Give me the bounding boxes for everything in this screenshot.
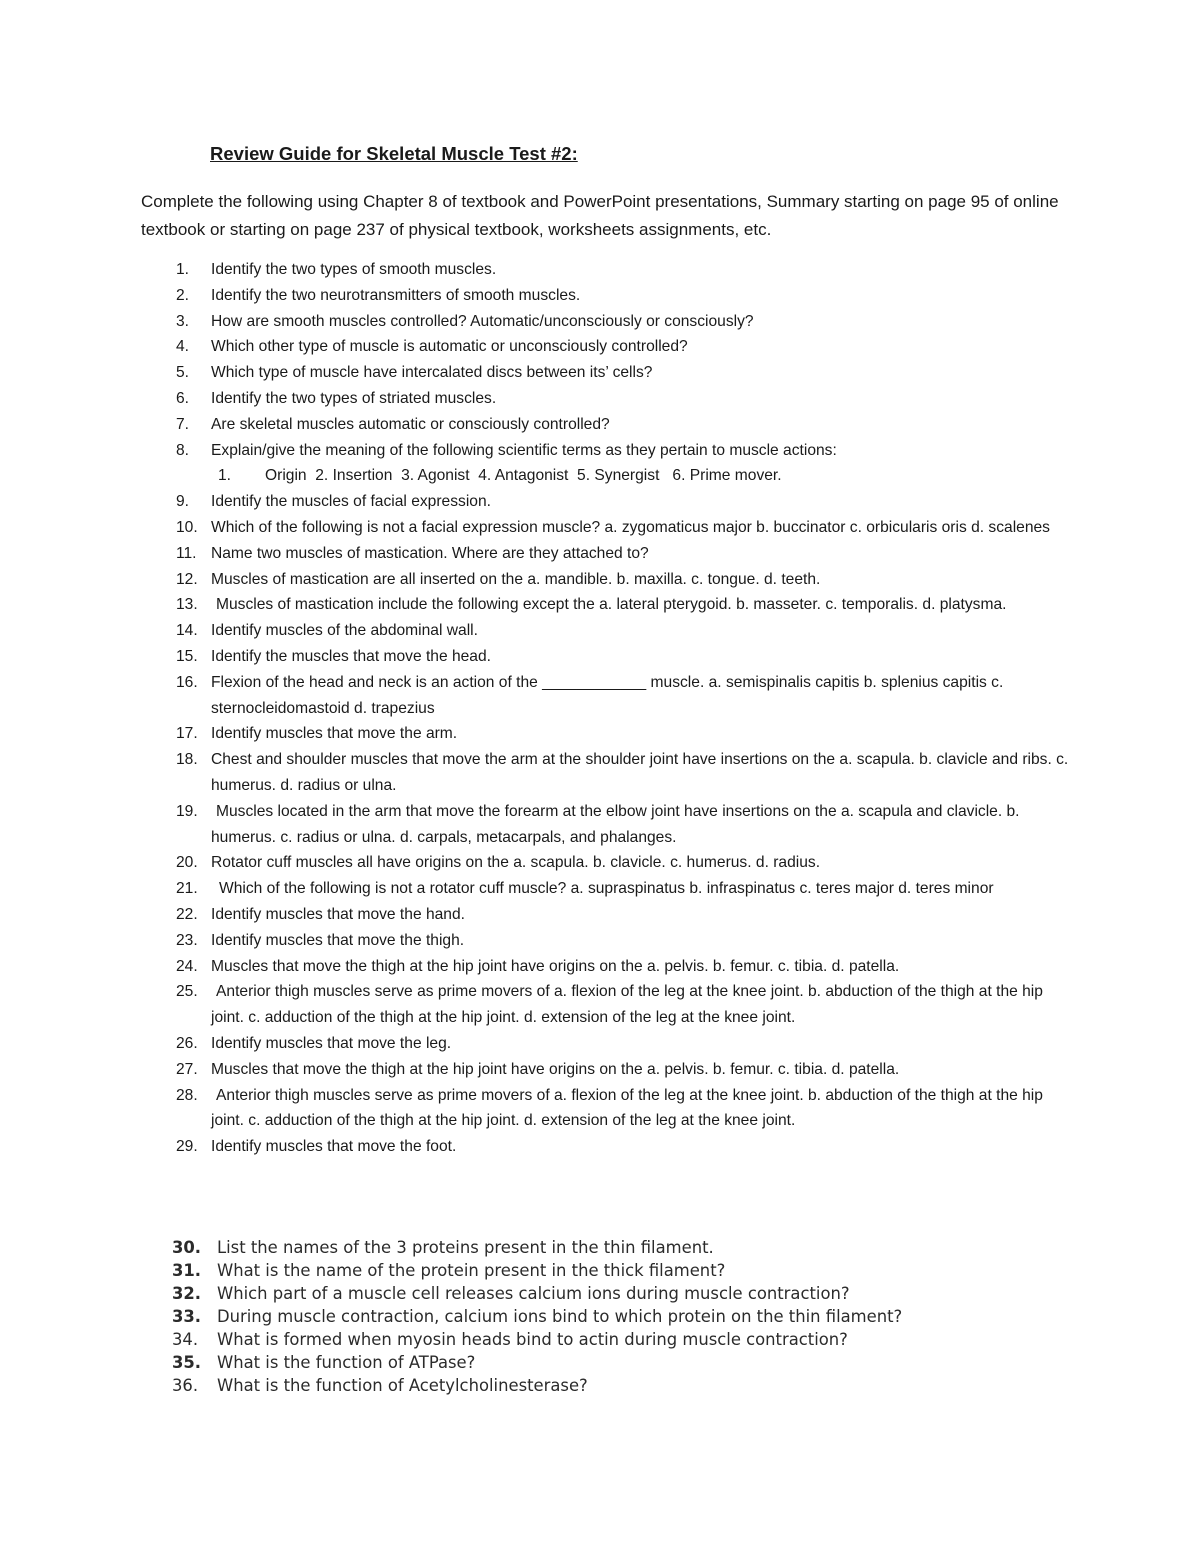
item-number: 23. — [176, 931, 198, 949]
item-text: During muscle contraction, calcium ions bind to which protein on the thin filament? — [217, 1307, 903, 1326]
item-number: 28. — [176, 1086, 198, 1104]
list-item — [0, 1305, 1200, 1328]
list-item — [0, 283, 1200, 309]
list-item — [0, 1328, 1200, 1351]
item-text: Which of the following is not a rotator cuff muscle? a. supraspinatus b. infraspinatus c. teres major d. teres minor — [219, 880, 994, 898]
item-text: Flexion of the head and neck is an action of the ____________ muscle. a. semispinalis capitis b. splenius capitis c. sternocleidomastoid d. trapezius — [211, 673, 1004, 717]
list-item — [0, 721, 1200, 747]
list-item — [0, 1134, 1200, 1160]
item-text: Identify the muscles that move the head. — [211, 647, 491, 665]
item-number: 35. — [172, 1353, 202, 1372]
item-number: 14. — [176, 622, 198, 640]
list-item — [0, 386, 1200, 412]
item-number: 31. — [172, 1261, 202, 1280]
item-number: 36. — [172, 1376, 199, 1395]
list-item — [0, 515, 1200, 541]
item-text: Anterior thigh muscles serve as prime movers of a. flexion of the leg at the knee joint. b. abduction of the thigh at the hip joint. c. adduction of the thigh at the hip joint. d. extension of the leg at the knee joint. — [211, 983, 1043, 1027]
item-number: 27. — [176, 1060, 198, 1078]
item-text: Muscles that move the thigh at the hip joint have origins on the a. pelvis. b. femur. c. tibia. d. patella. — [211, 1060, 900, 1078]
item-number: 7. — [176, 415, 190, 433]
item-text: Muscles of mastication include the following except the a. lateral pterygoid. b. masseter. c. temporalis. d. platysma. — [216, 596, 1007, 614]
item-number: 30. — [172, 1238, 202, 1257]
item-number: 13. — [176, 596, 198, 614]
list-item — [0, 1031, 1200, 1057]
list-item — [0, 489, 1200, 515]
item-text: What is the name of the protein present in the thick filament? — [217, 1261, 726, 1280]
item-text: Muscles of mastication are all inserted on the a. mandible. b. maxilla. c. tongue. d. teeth. — [211, 570, 821, 588]
item-number: 3. — [176, 312, 190, 330]
sub-item-number: 1. — [218, 467, 232, 485]
item-number: 22. — [176, 905, 198, 923]
item-number: 6. — [176, 389, 190, 407]
list-item — [0, 876, 1200, 902]
intro-paragraph: Complete the following using Chapter 8 of textbook and PowerPoint presentations, Summary starting on page 95 of online textbook or starting on page 237 of physical textbook, worksheets assignments, etc. — [141, 192, 1059, 239]
item-text: How are smooth muscles controlled? Automatic/unconsciously or consciously? — [211, 312, 754, 330]
list-item — [0, 1236, 1200, 1259]
item-number: 17. — [176, 725, 198, 743]
item-number: 24. — [176, 957, 198, 975]
item-number: 26. — [176, 1034, 198, 1052]
list-item — [0, 799, 1200, 851]
item-text: Which of the following is not a facial expression muscle? a. zygomaticus major b. buccinator c. orbicularis oris d. scalenes — [211, 518, 1050, 536]
item-text: Which type of muscle have intercalated discs between its’ cells? — [211, 364, 653, 382]
list-item — [0, 412, 1200, 438]
item-text: Anterior thigh muscles serve as prime movers of a. flexion of the leg at the knee joint. b. abduction of the thigh at the hip joint. c. adduction of the thigh at the hip joint. d. extension of the leg at the knee joint. — [211, 1086, 1043, 1130]
item-number: 34. — [172, 1330, 199, 1349]
item-number: 5. — [176, 364, 190, 382]
item-text: Which part of a muscle cell releases calcium ions during muscle contraction? — [217, 1284, 850, 1303]
item-number: 12. — [176, 570, 198, 588]
item-text: Identify the two neurotransmitters of smooth muscles. — [211, 286, 581, 304]
item-text: Rotator cuff muscles all have origins on the a. scapula. b. clavicle. c. humerus. d. radius. — [211, 854, 821, 872]
item-number: 11. — [176, 544, 197, 562]
item-number: 33. — [172, 1307, 202, 1326]
list-item — [0, 541, 1200, 567]
item-text: Identify muscles that move the hand. — [211, 905, 465, 923]
item-text: Identify the muscles of facial expression. — [211, 493, 491, 511]
list-item — [0, 360, 1200, 386]
item-text: Identify muscles that move the leg. — [211, 1034, 452, 1052]
item-text: What is the function of Acetylcholinesterase? — [217, 1376, 588, 1395]
item-text: Identify the two types of striated muscles. — [211, 389, 497, 407]
item-text: Chest and shoulder muscles that move the arm at the shoulder joint have insertions on the a. scapula. b. clavicle and ribs. c. humerus. d. radius or ulna. — [211, 751, 1069, 794]
list-item — [0, 567, 1200, 593]
list-item — [0, 1083, 1200, 1135]
item-number: 18. — [176, 751, 198, 769]
item-number: 20. — [176, 854, 198, 872]
list-item — [0, 309, 1200, 335]
item-number: 29. — [176, 1138, 198, 1156]
list-item — [0, 334, 1200, 360]
list-item — [0, 747, 1200, 799]
sub-list-item — [0, 463, 1200, 489]
item-number: 16. — [176, 673, 198, 691]
item-text: Muscles that move the thigh at the hip joint have origins on the a. pelvis. b. femur. c. tibia. d. patella. — [211, 957, 900, 975]
item-text: What is the function of ATPase? — [217, 1353, 476, 1372]
list-item — [0, 644, 1200, 670]
item-number: 8. — [176, 441, 190, 459]
item-text: List the names of the 3 proteins present in the thin filament. — [217, 1238, 714, 1257]
item-text: What is formed when myosin heads bind to actin during muscle contraction? — [217, 1330, 848, 1349]
item-text: Identify muscles of the abdominal wall. — [211, 622, 478, 640]
item-text: Are skeletal muscles automatic or consciously controlled? — [211, 415, 610, 433]
sub-item-text: Origin 2. Insertion 3. Agonist 4. Antagonist 5. Synergist 6. Prime mover. — [265, 467, 782, 485]
list-item — [0, 592, 1200, 618]
item-number: 10. — [176, 518, 198, 536]
list-item — [0, 928, 1200, 954]
list-item — [0, 618, 1200, 644]
list-item — [0, 1351, 1200, 1374]
list-item — [0, 257, 1200, 283]
question-list — [0, 257, 1200, 1160]
item-number: 21. — [176, 880, 198, 898]
item-number: 15. — [176, 647, 198, 665]
item-number: 4. — [176, 338, 190, 356]
item-number: 25. — [176, 983, 198, 1001]
item-text: Identify the two types of smooth muscles. — [211, 261, 497, 278]
list-item — [0, 670, 1200, 722]
item-text: Which other type of muscle is automatic or unconsciously controlled? — [211, 338, 688, 356]
list-item — [0, 1259, 1200, 1282]
item-number: 32. — [172, 1284, 202, 1303]
list-item — [0, 954, 1200, 980]
question-list-secondary — [0, 1236, 1200, 1397]
list-item — [0, 1374, 1200, 1397]
item-number: 2. — [176, 286, 190, 304]
item-text: Identify muscles that move the thigh. — [211, 931, 465, 949]
list-item — [0, 902, 1200, 928]
item-text: Explain/give the meaning of the following scientific terms as they pertain to muscle actions: — [211, 441, 837, 459]
item-number: 9. — [176, 493, 190, 511]
item-text: Identify muscles that move the arm. — [211, 725, 458, 743]
page-title: Review Guide for Skeletal Muscle Test #2: — [210, 143, 578, 164]
list-item — [0, 1282, 1200, 1305]
item-text: Name two muscles of mastication. Where are they attached to? — [211, 544, 649, 562]
list-item — [0, 1057, 1200, 1083]
item-text: Muscles located in the arm that move the forearm at the elbow joint have insertions on the a. scapula and clavicle. b. humerus. c. radius or ulna. d. carpals, metacarpals, and phalanges. — [211, 802, 1020, 846]
list-item — [0, 438, 1200, 464]
list-item — [0, 850, 1200, 876]
item-number: 19. — [176, 802, 198, 820]
item-number: 1. — [176, 261, 190, 278]
list-item — [0, 979, 1200, 1031]
item-text: Identify muscles that move the foot. — [211, 1138, 457, 1156]
